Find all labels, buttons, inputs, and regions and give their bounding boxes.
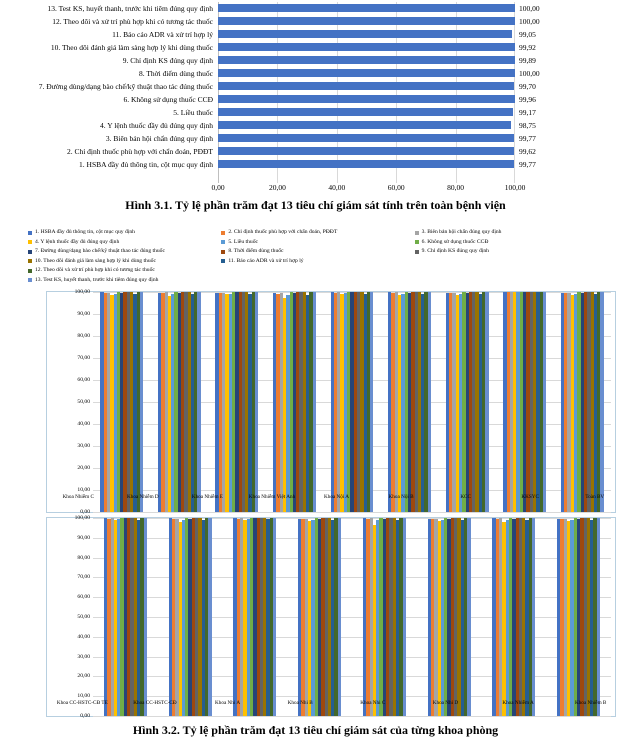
legend-label: 3. Biên bản hội chẩn đúng quy định (421, 229, 502, 235)
bar-group (381, 292, 439, 512)
bar-fill (218, 108, 513, 116)
figure-3-1-x-axis (211, 183, 526, 197)
legend-color-swatch (415, 231, 419, 235)
x-axis-category-label: Khoa CC-HSTC-CĐ (133, 700, 177, 706)
x-axis-category-label: Toàn BV (585, 494, 605, 500)
legend-color-swatch (415, 250, 419, 254)
bar-group (554, 292, 612, 512)
x-axis-tick-label: 0,00 (211, 183, 225, 192)
bar-group (266, 292, 324, 512)
legend-item (415, 228, 608, 238)
x-axis-category-label: KKSYC (521, 494, 540, 500)
bar-row (0, 106, 631, 119)
x-axis-category-label: Khoa Nhiễm B (574, 700, 607, 706)
bar-category-label: 7. Đường dùng/dạng bào chế/kỹ thuật thao tác đúng thuốc (38, 82, 213, 91)
y-axis-tick-label: 80,00 (77, 554, 90, 561)
bar-track (218, 54, 515, 67)
bar-fill (218, 147, 514, 155)
gridline (93, 716, 611, 717)
x-axis-category-label: Khoa Nhiễm Việt Anh (248, 494, 296, 500)
bar-category-label: 10. Theo dõi đánh giá làm sàng hợp lý khi dùng thuốc (50, 43, 213, 52)
bar-fill (218, 134, 514, 142)
bar-category-label: 3. Biên bản hội chẩn đúng quy định (105, 134, 213, 143)
legend-item (415, 247, 608, 257)
figure-3-2-caption: Hình 3.2. Tỷ lệ phần trăm đạt 13 tiêu chí giám sát của từng khoa phòng (132, 723, 499, 737)
x-axis-tick-label: 60,00 (387, 183, 405, 192)
y-axis-tick-label: 100,00 (74, 289, 90, 295)
y-axis-tick-label: 70,00 (77, 355, 90, 361)
panel-top-plot-area (93, 292, 611, 512)
legend-label: 12. Theo dõi và xử trí phù hợp khi có tương tác thuốc (35, 267, 155, 273)
bar-fill (218, 17, 515, 25)
bar-track (218, 145, 515, 158)
y-axis-tick-label: 60,00 (77, 594, 90, 601)
bar (467, 518, 470, 716)
legend-label: 4. Y lệnh thuốc đầy đủ đúng quy định (35, 238, 120, 245)
bar-row (0, 145, 631, 158)
legend-color-swatch (221, 231, 225, 235)
bar-category-label: 13. Test KS, huyết thanh, trước khi tiêm đúng quy định (47, 4, 213, 13)
bar-group (352, 518, 417, 716)
legend-label: 5. Liều thuốc (228, 238, 258, 245)
bar-track (218, 93, 515, 106)
legend-item (28, 238, 221, 248)
bar-category-label: 5. Liều thuốc (173, 108, 213, 117)
legend-color-swatch (28, 269, 32, 273)
bar (485, 292, 488, 512)
y-axis-tick-label: 0,00 (80, 713, 90, 719)
legend-label: 13. Test KS, huyết thanh, trước khi tiêm đúng quy định (35, 276, 159, 283)
legend-color-swatch (28, 231, 32, 235)
bar-group (438, 292, 496, 512)
x-axis-category-label: Khoa Nội B (388, 494, 414, 500)
bar-track (218, 67, 515, 80)
bar-row (0, 41, 631, 54)
legend-label: 6. Không sử dụng thuốc CCĐ (421, 238, 489, 245)
bar (197, 292, 200, 512)
bar (532, 518, 535, 716)
bar-group (158, 518, 223, 716)
bar (313, 292, 316, 512)
bar-category-label: 8. Thời điểm dùng thuốc (138, 69, 213, 78)
x-axis-tick-label: 20,00 (268, 183, 286, 192)
bar-category-label: 11. Báo cáo ADR và xử trí hợp lý (112, 30, 213, 39)
bar (597, 518, 600, 716)
y-axis-tick-label: 50,00 (77, 614, 90, 620)
x-axis-category-label: Khoa Nhi B (287, 700, 313, 706)
bar-groups (93, 292, 611, 512)
bar-fill (218, 69, 515, 77)
y-axis-tick-label: 10,00 (77, 693, 90, 700)
y-axis-tick-label: 50,00 (77, 399, 90, 405)
y-axis-tick-label: 40,00 (77, 421, 90, 427)
x-axis-category-label: Khoa Nhiễm D (126, 494, 159, 500)
legend-color-swatch (415, 240, 419, 244)
panel-top-x-labels (46, 494, 627, 500)
legend-label: 10. Theo dõi đánh giá làm sàng hợp lý khi dùng thuốc (35, 257, 156, 264)
y-axis-tick-label: 20,00 (77, 673, 90, 680)
bar-category-label: 2. Chỉ định thuốc phù hợp với chẩn đoán, PĐĐT (66, 147, 213, 156)
bar-value-label: 99,77 (519, 160, 536, 169)
y-axis-tick-label: 70,00 (77, 574, 90, 581)
figure-3-1 (0, 0, 631, 215)
bar-group (546, 518, 611, 716)
panel-bottom-y-axis (47, 515, 93, 719)
legend-row (28, 266, 608, 276)
bar-value-label: 99,92 (519, 43, 536, 52)
legend-label: 8. Thời điểm dùng thuốc (228, 248, 284, 254)
figure-3-2-panel-top (46, 291, 616, 513)
bar-row (0, 2, 631, 15)
legend-item (28, 257, 221, 267)
legend-item (221, 238, 414, 248)
legend-label: 9. Chỉ định KS đúng quy định (421, 248, 489, 254)
y-axis-tick-label: 90,00 (77, 534, 90, 541)
bar-track (218, 28, 515, 41)
bar-group (223, 518, 288, 716)
legend-label: 7. Đường dùng/dạng bào chế/kỹ thuật thao tác đúng thuốc (35, 248, 165, 254)
bar-track (218, 132, 515, 145)
bar (428, 292, 431, 512)
y-axis-tick-label: 60,00 (77, 377, 90, 383)
bar-row (0, 54, 631, 67)
bar-group (151, 292, 209, 512)
x-axis-category-label: Khoa Nhiễm E (191, 494, 223, 500)
bar (403, 518, 406, 716)
bar-group (93, 292, 151, 512)
bar (543, 292, 546, 512)
x-axis-category-label: Khoa Nội A (323, 494, 350, 500)
bar-value-label: 100,00 (519, 4, 540, 13)
bar-fill (218, 43, 515, 51)
bar-track (218, 80, 515, 93)
bar-fill (218, 160, 514, 168)
bar (338, 518, 341, 716)
bar-fill (218, 95, 515, 103)
bar (140, 292, 143, 512)
bar-value-label: 99,17 (519, 108, 536, 117)
bar-group (287, 518, 352, 716)
bar-track (218, 41, 515, 54)
bar-track (218, 2, 515, 15)
bar-row (0, 80, 631, 93)
y-axis-tick-label: 30,00 (77, 653, 90, 660)
bar (370, 292, 373, 512)
bar-track (218, 119, 515, 132)
legend-row (28, 276, 608, 286)
gridline (93, 512, 611, 513)
legend-row (28, 238, 608, 248)
bar-group (417, 518, 482, 716)
legend-item (28, 228, 221, 238)
bar (208, 518, 211, 716)
bar-category-label: 12. Theo dõi và xử trí phù hợp khi có tương tác thuốc (52, 17, 213, 26)
bar-fill (218, 30, 512, 38)
bar-row (0, 158, 631, 171)
legend-item (28, 276, 221, 286)
x-axis-category-label: Khoa Nhiễm C (62, 494, 94, 500)
legend-color-swatch (28, 259, 32, 263)
bar-value-label: 99,05 (519, 30, 536, 39)
bar-row (0, 132, 631, 145)
y-axis-tick-label: 10,00 (77, 487, 90, 493)
bar-value-label: 99,62 (519, 147, 536, 156)
bar-fill (218, 82, 514, 90)
bar-group (208, 292, 266, 512)
legend-color-swatch (28, 250, 32, 254)
y-axis-tick-label: 30,00 (77, 443, 90, 449)
bar-row (0, 119, 631, 132)
panel-top-y-axis (47, 289, 93, 515)
figure-3-1-caption: Hình 3.1. Tỷ lệ phần trăm đạt 13 tiêu chí giám sát tính trên toàn bệnh viện (125, 198, 506, 212)
bar-value-label: 99,89 (519, 56, 536, 65)
legend-item (415, 238, 608, 248)
legend-item (221, 257, 414, 267)
y-axis-tick-label: 100,00 (74, 515, 90, 521)
legend-row (28, 228, 608, 238)
x-axis-category-label: Khoa Nhi C (360, 700, 386, 706)
panel-bottom-plot-area (93, 518, 611, 716)
x-axis-category-label: Khoa Nhi A (215, 700, 241, 706)
bar-value-label: 99,96 (519, 95, 536, 104)
figure-3-1-bars (0, 2, 631, 182)
bar-groups (93, 518, 611, 716)
bar-category-label: 9. Chỉ định KS đúng quy định (122, 56, 213, 65)
bar (273, 518, 276, 716)
y-axis-tick-label: 20,00 (77, 465, 90, 471)
legend-item (28, 247, 221, 257)
figure-3-2-legend (28, 228, 608, 285)
bar (144, 518, 147, 716)
legend-color-swatch (221, 259, 225, 263)
y-axis-tick-label: 0,00 (80, 509, 90, 515)
bar-group (93, 518, 158, 716)
bar-fill (218, 56, 515, 64)
figure-3-2-panel-bottom (46, 517, 616, 717)
bar-row (0, 28, 631, 41)
x-axis-category-label: Khoa Nhiễm A (502, 700, 534, 706)
bar-value-label: 98,75 (519, 121, 536, 130)
panel-bottom-x-labels (46, 700, 627, 706)
legend-label: 1. HSBA đầy đủ thông tin, cột mục quy định (35, 229, 135, 235)
bar-category-label: 1. HSBA đầy đủ thông tin, cột mục quy định (79, 160, 213, 169)
x-axis-category-label: Khoa Nhi D (432, 700, 459, 706)
bar-value-label: 100,00 (519, 69, 540, 78)
x-axis-tick-label: 40,00 (328, 183, 346, 192)
bar-value-label: 100,00 (519, 17, 540, 26)
bar-track (218, 15, 515, 28)
x-axis-category-label: KCC (460, 494, 471, 500)
bar (600, 292, 603, 512)
y-axis-tick-label: 40,00 (77, 633, 90, 640)
bar-track (218, 158, 515, 171)
bar-row (0, 15, 631, 28)
bar-fill (218, 4, 515, 12)
bar-category-label: 6. Không sử dụng thuốc CCĐ (123, 95, 213, 104)
legend-color-swatch (28, 278, 32, 282)
legend-color-swatch (221, 240, 225, 244)
bar-fill (218, 121, 511, 129)
bar-value-label: 99,70 (519, 82, 536, 91)
legend-row (28, 257, 608, 267)
x-axis-category-label: Khoa CC-HSTC-CĐ TE (56, 700, 108, 706)
bar-category-label: 4. Y lệnh thuốc đầy đủ đúng quy định (100, 121, 213, 130)
legend-item (221, 247, 414, 257)
legend-label: 2. Chỉ định thuốc phù hợp với chẩn đoán, PĐĐT (228, 229, 338, 235)
bar-value-label: 99,77 (519, 134, 536, 143)
y-axis-tick-label: 80,00 (77, 333, 90, 339)
bar-row (0, 93, 631, 106)
y-axis-tick-label: 90,00 (77, 311, 90, 317)
legend-item (28, 266, 221, 276)
bar-group (496, 292, 554, 512)
bar-track (218, 106, 515, 119)
legend-color-swatch (221, 250, 225, 254)
x-axis-tick-label: 80,00 (447, 183, 465, 192)
legend-color-swatch (28, 240, 32, 244)
legend-row (28, 247, 608, 257)
x-axis-tick-label: 100,00 (504, 183, 526, 192)
bar-group (323, 292, 381, 512)
bar-row (0, 67, 631, 80)
bar-group (482, 518, 547, 716)
legend-label: 11. Báo cáo ADR và xử trí hợp lý (228, 257, 304, 264)
bar (255, 292, 258, 512)
legend-item (221, 228, 414, 238)
